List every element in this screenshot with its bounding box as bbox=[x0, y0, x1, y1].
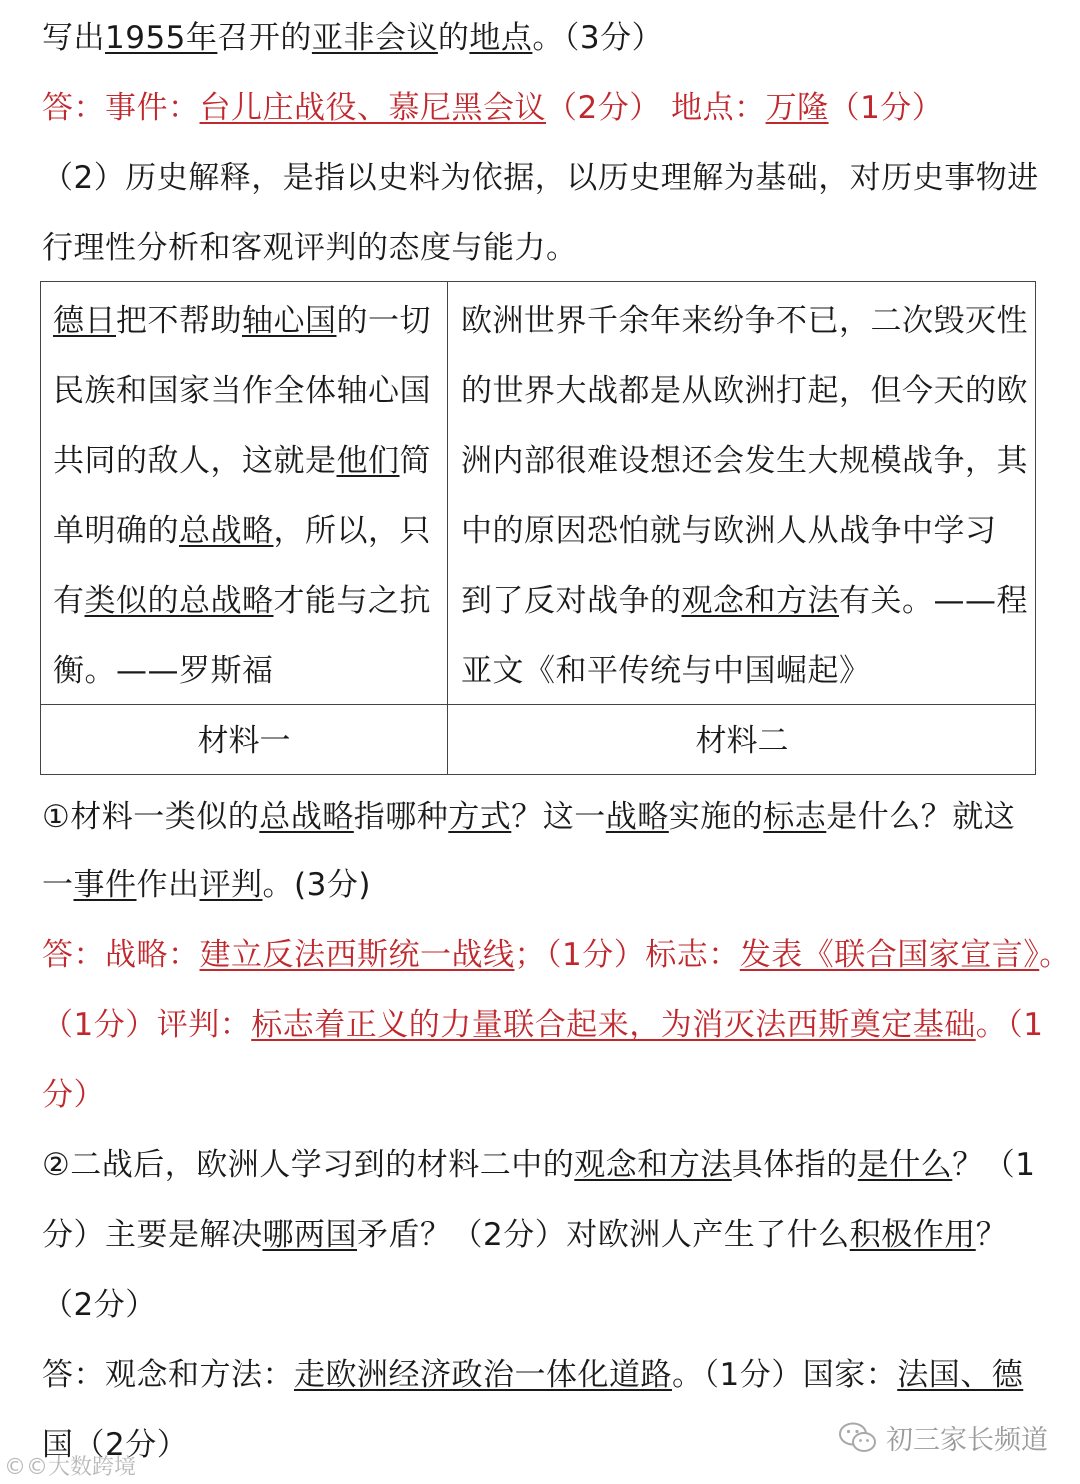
text: 衡。——罗斯福 bbox=[53, 653, 274, 689]
cell-line bbox=[53, 636, 431, 706]
text: 中的原因恐怕就与欧洲人从战争中学习 bbox=[461, 513, 997, 549]
answer-1 bbox=[42, 88, 1040, 128]
answer-q1-cont bbox=[42, 1005, 1044, 1045]
paragraph-line: 行理性分析和客观评判的态度与能力。 bbox=[42, 230, 578, 266]
answer-q2-end: 国（2分） bbox=[42, 1427, 189, 1463]
text: 有关。——程 bbox=[839, 583, 1028, 619]
underlined-text: 方式 bbox=[448, 799, 512, 835]
underlined-text: 评判 bbox=[199, 867, 263, 903]
text: 具体指的 bbox=[731, 1147, 858, 1183]
cell-line bbox=[53, 426, 431, 496]
underlined-text: 事件 bbox=[73, 867, 137, 903]
column-divider bbox=[447, 282, 448, 774]
answer-q2 bbox=[42, 1355, 1040, 1395]
materials-table bbox=[40, 281, 1036, 775]
text: 的一切 bbox=[336, 303, 431, 339]
text: （2分） 地点： bbox=[546, 90, 766, 126]
text: 的世界大战都是从欧洲打起，但今天的欧 bbox=[461, 373, 1028, 409]
channel-watermark bbox=[838, 1418, 1048, 1457]
material-two-caption: 材料二 bbox=[695, 723, 789, 759]
cell-line bbox=[461, 356, 1028, 426]
text: 欧洲世界千余年来纷争不已，二次毁灭性 bbox=[461, 303, 1028, 339]
cell-line bbox=[53, 566, 431, 636]
text: 。（3分） bbox=[532, 20, 664, 56]
question-2-end: （2分） bbox=[42, 1287, 157, 1323]
text: 共同的敌人，这就是 bbox=[53, 443, 337, 479]
text: ？（1 bbox=[952, 1147, 1036, 1183]
question-location-line bbox=[42, 18, 1040, 58]
text: 。（1 bbox=[975, 1007, 1044, 1043]
text: ？ bbox=[975, 1217, 1008, 1253]
text: 民族和国家当作全体轴心国 bbox=[53, 373, 431, 409]
underlined-answer: 建立反法西斯统一战线 bbox=[199, 937, 515, 973]
underlined-text: 观念和方法 bbox=[681, 583, 839, 619]
text: 指哪种 bbox=[353, 799, 449, 835]
underlined-text: 类似的总战略 bbox=[84, 583, 274, 619]
underlined-text: 积极作用 bbox=[849, 1217, 976, 1253]
underlined-text: 亚非会议 bbox=[311, 20, 438, 56]
text: ？这一 bbox=[511, 799, 606, 835]
text: 才能与之抗 bbox=[273, 583, 431, 619]
text: 分）主要是解决 bbox=[42, 1217, 263, 1253]
text: 召开的 bbox=[217, 20, 312, 56]
text: 简 bbox=[399, 443, 431, 479]
question-1-cont bbox=[42, 865, 1040, 905]
text: 洲内部很难设想还会发生大规模战争，其 bbox=[461, 443, 1028, 479]
cell-line bbox=[461, 636, 1028, 706]
underlined-text: 地点 bbox=[469, 20, 533, 56]
text: 答：观念和方法： bbox=[42, 1357, 294, 1393]
wechat-icon bbox=[838, 1421, 878, 1455]
material-one-caption: 材料一 bbox=[197, 723, 291, 759]
text: ，所以，只 bbox=[273, 513, 431, 549]
text: 答：战略： bbox=[42, 937, 200, 973]
text: 。（1分）国家： bbox=[672, 1357, 898, 1393]
underlined-answer: 标志着正义的力量联合起来，为消灭法西斯奠定基础 bbox=[251, 1007, 976, 1043]
answer-q1 bbox=[42, 935, 1071, 975]
answer-q1-end: 分） bbox=[42, 1077, 105, 1113]
material-two-text bbox=[461, 286, 1028, 706]
text: 把不帮助 bbox=[116, 303, 242, 339]
cell-line bbox=[461, 426, 1028, 496]
text: 。 bbox=[1039, 937, 1071, 973]
text: （1分）评判： bbox=[42, 1007, 252, 1043]
underlined-text: 标志 bbox=[763, 799, 827, 835]
underlined-text: 总战略 bbox=[259, 799, 354, 835]
text: 矛盾？（2分）对欧洲人产生了什么 bbox=[357, 1217, 850, 1253]
underlined-text: 是什么 bbox=[857, 1147, 953, 1183]
text: 亚文《和平传统与中国崛起》 bbox=[461, 653, 871, 689]
channel-name: 初三家长频道 bbox=[886, 1425, 1048, 1456]
underlined-text: 德日 bbox=[53, 303, 116, 339]
text: 答：事件： bbox=[42, 90, 200, 126]
cell-line bbox=[53, 286, 431, 356]
text: （1分） bbox=[828, 90, 944, 126]
underlined-text: 1955年 bbox=[105, 20, 218, 56]
text: ；（1分）标志： bbox=[514, 937, 740, 973]
cell-line bbox=[461, 286, 1028, 356]
material-one-text bbox=[53, 286, 431, 706]
underlined-text: 观念和方法 bbox=[574, 1147, 732, 1183]
underlined-answer: 台儿庄战役、慕尼黑会议 bbox=[199, 90, 546, 126]
text: ②二战后，欧洲人学习到的材料二中的 bbox=[42, 1147, 575, 1183]
underlined-text: 法国、德 bbox=[897, 1357, 1024, 1393]
underlined-text: 哪两国 bbox=[262, 1217, 357, 1253]
question-1 bbox=[42, 797, 1040, 837]
cell-line bbox=[461, 566, 1028, 636]
cell-line bbox=[53, 356, 431, 426]
underlined-text: 他们 bbox=[336, 443, 400, 479]
underlined-text: 轴心国 bbox=[242, 303, 337, 339]
text: 作出 bbox=[136, 867, 200, 903]
question-2 bbox=[42, 1145, 1040, 1185]
question-2-cont bbox=[42, 1215, 1040, 1255]
text: 单明确的 bbox=[53, 513, 179, 549]
source-watermark: ©©大数跨境 bbox=[4, 1455, 137, 1480]
underlined-text: 战略 bbox=[605, 799, 669, 835]
underlined-answer: 万隆 bbox=[765, 90, 829, 126]
underlined-text: 走欧洲经济政治一体化道路 bbox=[294, 1357, 672, 1393]
underlined-text: 总战略 bbox=[179, 513, 274, 549]
text: ①材料一类似的 bbox=[42, 799, 260, 835]
paragraph-line: （2）历史解释，是指以史料为依据，以历史理解为基础，对历史事物进 bbox=[42, 160, 1039, 196]
text: 是什么？就这 bbox=[826, 799, 1016, 835]
underlined-answer: 发表《联合国家宣言》 bbox=[739, 937, 1040, 973]
text: 实施的 bbox=[668, 799, 764, 835]
text: 写出 bbox=[42, 20, 105, 56]
text: 到了反对战争的 bbox=[461, 583, 682, 619]
text: 一 bbox=[42, 867, 74, 903]
text: 有 bbox=[53, 583, 85, 619]
text: 的 bbox=[437, 20, 470, 56]
cell-line bbox=[461, 496, 1028, 566]
cell-line bbox=[53, 496, 431, 566]
text: 。(3分) bbox=[262, 867, 371, 903]
